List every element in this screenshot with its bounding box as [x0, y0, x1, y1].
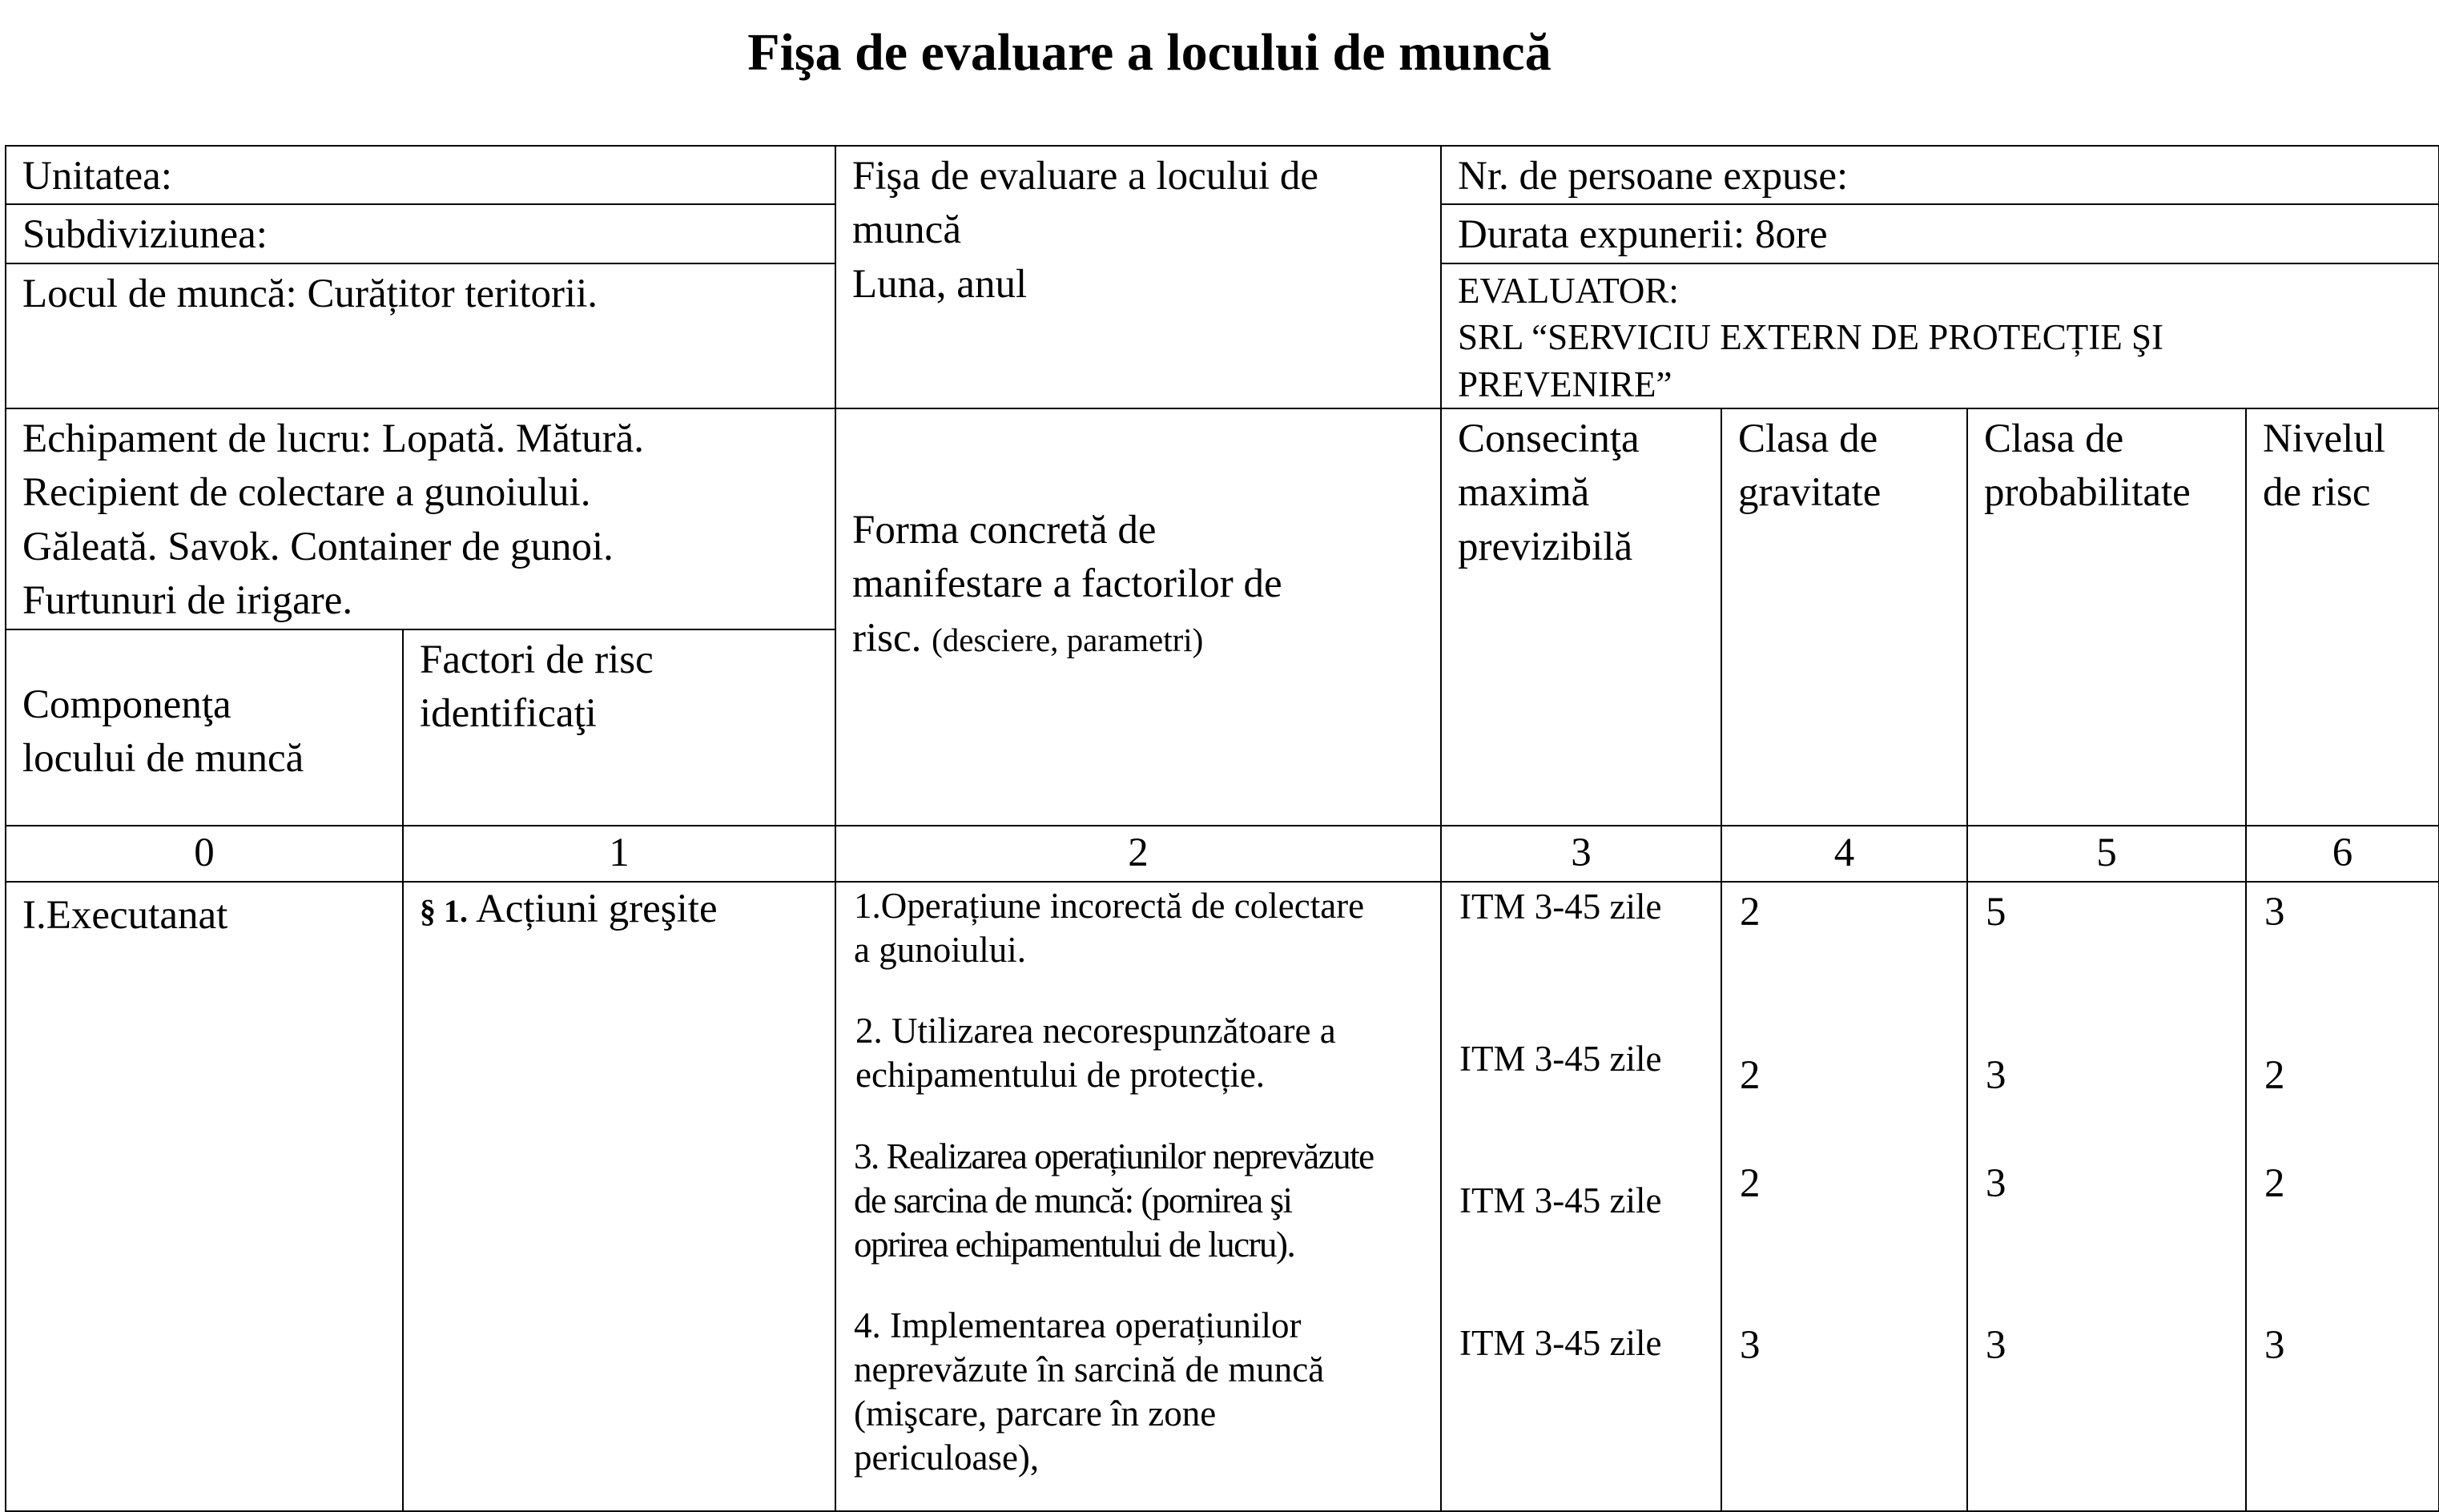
risk-entry-2	[855, 1009, 1336, 1097]
col-number-2: 2	[835, 826, 1441, 882]
durata-cell: Durata expunerii: 8ore	[1441, 204, 2439, 263]
forma-values	[835, 882, 1441, 1511]
forma-line-1: Forma concretă de	[852, 508, 1157, 553]
probabilitate-line-2: probabilitate	[1984, 470, 2191, 516]
consecinta-value-1: ITM 3-45 zile	[1459, 887, 1662, 927]
risk-entry-4-line-4: periculoase),	[854, 1437, 1040, 1478]
consecinta-header	[1441, 408, 1721, 826]
nr-persoane-cell: Nr. de persoane expuse:	[1441, 146, 2439, 204]
risk-entry-2-line-2: echipamentului de protecție.	[855, 1055, 1266, 1096]
echipament-line-3: Găleată. Savok. Container de gunoi.	[22, 524, 614, 569]
nivel-line-1: Nivelul	[2263, 416, 2385, 462]
factori-line-2: identificaţi	[420, 691, 597, 737]
echipament-line-2: Recipient de colectare a gunoiului.	[22, 470, 591, 516]
forma-note: (desciere, parametri)	[932, 621, 1204, 658]
echipament-line-4: Furtunuri de irigare.	[22, 578, 353, 624]
srl-line-1: SRL “SERVICIU EXTERN DE PROTECȚIE ŞI	[1458, 317, 2163, 358]
gravitate-line-1: Clasa de	[1738, 416, 1878, 462]
risk-entry-1-line-1: 1.Operațiune incorectă de colectare	[854, 886, 1365, 927]
nivel-header	[2246, 408, 2439, 826]
col-number-1: 1	[403, 826, 835, 882]
forma-line-3	[852, 612, 1424, 666]
gravitate-value-1: 2	[1740, 890, 1761, 935]
risk-entry-3	[854, 1135, 1374, 1267]
evaluator-label: EVALUATOR:	[1458, 270, 1679, 311]
consecinta-line-3: previzibilă	[1458, 524, 1633, 569]
componenta-line-2: locului de muncă	[22, 736, 304, 782]
subdiviziune-cell: Subdiviziunea:	[6, 204, 835, 263]
consecinta-values	[1441, 882, 1721, 1511]
col-number-6: 6	[2246, 826, 2439, 882]
probabilitate-values	[1967, 882, 2246, 1511]
forma-line-2: manifestare a factorilor de	[852, 561, 1282, 607]
col-number-5: 5	[1967, 826, 2246, 882]
factor-mark: § 1.	[420, 893, 468, 930]
consecinta-line-2: maximă	[1458, 470, 1590, 516]
probabilitate-header	[1967, 408, 2246, 826]
factor-value	[403, 882, 835, 1511]
nivel-values	[2246, 882, 2439, 1511]
nivel-value-3: 2	[2264, 1161, 2285, 1207]
unitate-cell: Unitatea:	[6, 146, 835, 204]
factori-line-1: Factori de risc	[420, 637, 654, 683]
componenta-value: I.Executanat	[6, 882, 403, 1511]
data-row	[6, 882, 2439, 1511]
header-row-1	[6, 146, 2439, 204]
factori-header	[403, 629, 835, 826]
probabilitate-value-4: 3	[1986, 1323, 2006, 1369]
risk-entry-4-line-3: (mişcare, parcare în zone	[854, 1393, 1217, 1434]
consecinta-value-2: ITM 3-45 zile	[1459, 1039, 1662, 1080]
probabilitate-value-1: 5	[1986, 890, 2006, 935]
gravitate-line-2: gravitate	[1738, 470, 1882, 516]
risk-entry-3-line-1: 3. Realizarea operațiunilor neprevăzute	[854, 1136, 1374, 1177]
fisa-cell	[835, 146, 1441, 408]
evaluator-cell	[1441, 263, 2439, 409]
forma-risc: risc.	[852, 615, 922, 661]
echipament-cell	[6, 408, 835, 629]
col-number-0: 0	[6, 826, 403, 882]
risk-entry-3-line-3: oprirea echipamentului de lucru).	[854, 1224, 1295, 1265]
factor-text: Acțiuni greşite	[475, 887, 718, 932]
nivel-value-2: 2	[2264, 1053, 2285, 1099]
nivel-line-2: de risc	[2263, 470, 2371, 516]
luna-anul: Luna, anul	[852, 261, 1028, 307]
consecinta-line-1: Consecinţa	[1458, 416, 1640, 462]
loc-munca-cell: Locul de muncă: Curățitor teritorii.	[6, 263, 835, 409]
probabilitate-value-2: 3	[1986, 1053, 2006, 1099]
componenta-line-1: Componenţa	[22, 682, 231, 728]
echipament-line-1: Echipament de lucru: Lopată. Mătură.	[22, 416, 645, 462]
col-number-4: 4	[1721, 826, 1967, 882]
column-header-row-1	[6, 408, 2439, 629]
probabilitate-line-1: Clasa de	[1984, 416, 2124, 462]
gravitate-values	[1721, 882, 1967, 1511]
gravitate-value-2: 2	[1740, 1053, 1761, 1099]
numbering-row	[6, 826, 2439, 882]
risk-entry-4	[854, 1304, 1324, 1480]
nivel-value-1: 3	[2264, 890, 2285, 935]
componenta-header	[6, 629, 403, 826]
gravitate-value-3: 2	[1740, 1161, 1761, 1207]
forma-cell	[835, 408, 1441, 826]
risk-entry-4-line-1: 4. Implementarea operațiunilor	[854, 1305, 1302, 1346]
page-title: Fişa de evaluare a locului de muncă	[747, 23, 1552, 82]
risk-entry-4-line-2: neprevăzute în sarcină de muncă	[854, 1349, 1325, 1390]
col-number-3: 3	[1441, 826, 1721, 882]
consecinta-value-3: ITM 3-45 zile	[1459, 1180, 1662, 1221]
fisa-line-1: Fişa de evaluare a locului de	[852, 154, 1319, 199]
fisa-line-2: muncă	[852, 207, 961, 253]
risk-entry-1-line-2: a gunoiului.	[854, 930, 1026, 971]
risk-entry-3-line-2: de sarcina de muncă: (pornirea şi	[854, 1180, 1292, 1221]
nivel-value-4: 3	[2264, 1323, 2285, 1369]
risk-entry-1	[854, 884, 1364, 972]
consecinta-value-4: ITM 3-45 zile	[1459, 1323, 1662, 1364]
gravitate-header	[1721, 408, 1967, 826]
srl-line-2: PREVENIRE”	[1458, 364, 1672, 404]
gravitate-value-4: 3	[1740, 1323, 1761, 1369]
evaluation-table	[5, 145, 2439, 1512]
probabilitate-value-3: 3	[1986, 1161, 2006, 1207]
risk-entry-2-line-1: 2. Utilizarea necorespunzătoare a	[855, 1011, 1336, 1052]
